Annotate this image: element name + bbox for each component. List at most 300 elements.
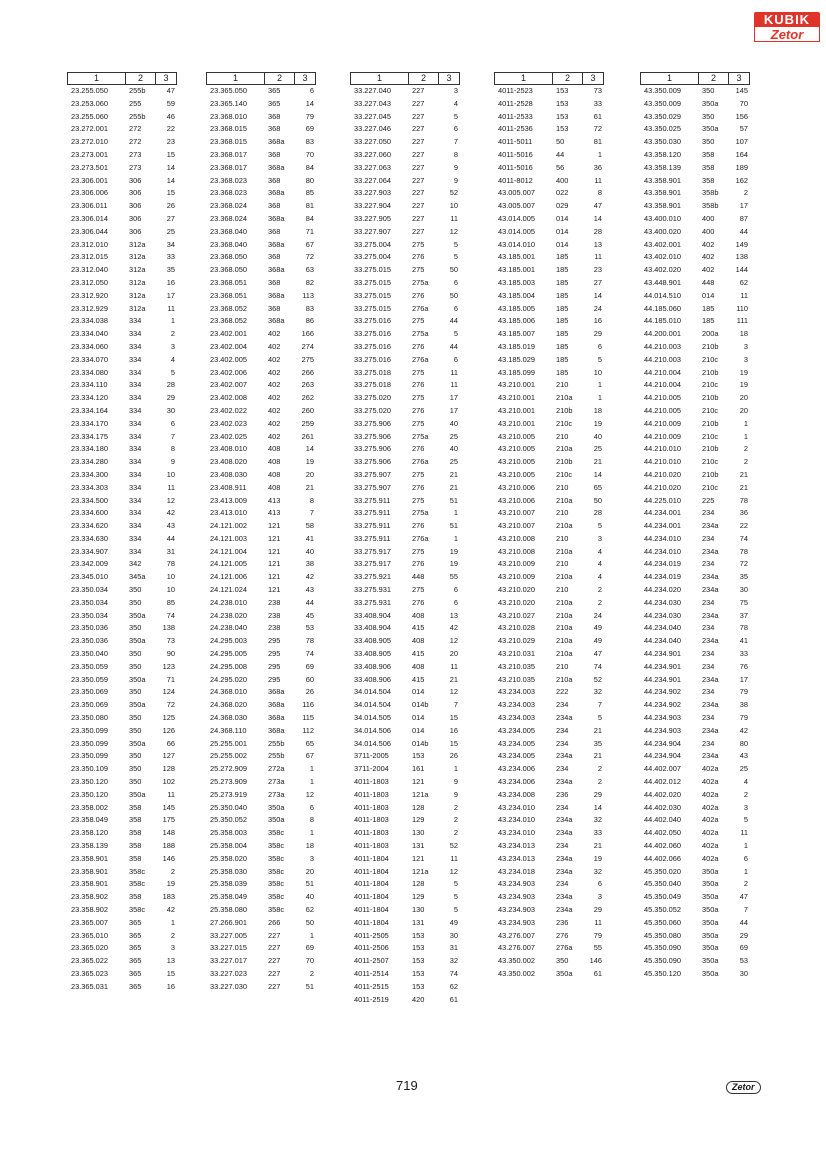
table-row (67, 776, 177, 789)
drawing-ref: 210a (556, 572, 573, 582)
drawing-ref: 210b (702, 367, 719, 377)
part-number: 44.402.060 (644, 841, 681, 851)
table-row (206, 802, 316, 815)
table-row (350, 149, 460, 162)
table-row (494, 111, 604, 124)
part-number: 23.350.069 (71, 700, 108, 710)
position-ref: 5 (453, 879, 458, 889)
part-number: 33.275.907 (354, 469, 391, 479)
part-number: 23.272.001 (71, 124, 108, 134)
position-ref: 128 (162, 764, 175, 774)
table-row (494, 315, 604, 328)
header-cell: 2 (408, 73, 438, 84)
position-ref: 69 (305, 661, 314, 671)
drawing-ref: 350 (129, 585, 142, 595)
drawing-ref: 368 (268, 277, 281, 287)
table-row (640, 392, 750, 405)
table-row (67, 571, 177, 584)
table-row (640, 200, 750, 213)
position-ref: 36 (593, 162, 602, 172)
part-number: 43.350.030 (644, 137, 681, 147)
position-ref: 3 (453, 86, 458, 95)
part-number: 33.275.906 (354, 431, 391, 441)
table-row (206, 776, 316, 789)
part-number: 33.227.050 (354, 137, 391, 147)
part-number: 44.234.904 (644, 738, 681, 748)
position-ref: 62 (305, 905, 314, 914)
part-number: 23.342.009 (71, 559, 108, 569)
part-number: 43.210.028 (498, 623, 535, 633)
position-ref: 32 (593, 687, 602, 697)
header-cell: 3 (728, 73, 750, 84)
drawing-ref: 350 (702, 111, 715, 121)
drawing-ref: 153 (412, 751, 425, 761)
part-number: 3711-2004 (354, 764, 389, 774)
table-row (206, 213, 316, 226)
position-ref: 33 (593, 98, 602, 108)
table-row (640, 85, 750, 98)
position-ref: 183 (162, 892, 175, 902)
drawing-ref: 402 (268, 380, 281, 390)
position-ref: 83 (305, 303, 314, 313)
table-row (350, 303, 460, 316)
part-number: 33.275.016 (354, 316, 391, 326)
position-ref: 14 (593, 802, 602, 812)
drawing-ref: 402 (268, 367, 281, 377)
position-ref: 2 (743, 789, 748, 799)
table-row (67, 367, 177, 380)
table-row (350, 597, 460, 610)
part-number: 23.365.050 (210, 86, 247, 95)
drawing-ref: 334 (129, 457, 142, 467)
part-number: 33.227.903 (354, 188, 391, 198)
part-number: 4011-1804 (354, 879, 389, 889)
position-ref: 78 (739, 495, 748, 505)
table-row (67, 853, 177, 866)
position-ref: 35 (739, 572, 748, 582)
drawing-ref: 234 (702, 738, 715, 748)
part-number: 43.210.001 (498, 393, 535, 403)
position-ref: 78 (739, 623, 748, 633)
drawing-ref: 368a (268, 213, 285, 223)
table-row (206, 379, 316, 392)
drawing-ref: 334 (129, 316, 142, 326)
drawing-ref: 350a (702, 866, 719, 876)
position-ref: 29 (593, 329, 602, 339)
position-ref: 69 (739, 943, 748, 953)
part-number: 44.234.001 (644, 508, 681, 518)
drawing-ref: 121 (268, 585, 281, 595)
part-number: 23.350.034 (71, 585, 108, 595)
drawing-ref: 413 (268, 495, 281, 505)
drawing-ref: 121 (268, 546, 281, 556)
position-ref: 7 (453, 700, 458, 710)
table-row (640, 789, 750, 802)
part-number: 23.334.300 (71, 469, 108, 479)
table-row (350, 85, 460, 98)
part-number: 23.312.010 (71, 239, 108, 249)
table-row (350, 290, 460, 303)
position-ref: 42 (166, 508, 175, 518)
drawing-ref: 121 (412, 853, 425, 863)
position-ref: 2 (597, 597, 602, 607)
table-row (494, 814, 604, 827)
drawing-ref: 334 (129, 431, 142, 441)
drawing-ref: 350a (268, 815, 285, 825)
table-row (206, 622, 316, 635)
part-number: 44.210.010 (644, 444, 681, 454)
part-number: 43.400.010 (644, 213, 681, 223)
part-number: 33.227.017 (210, 956, 247, 966)
part-number: 33.227.030 (210, 981, 247, 991)
table-row (350, 341, 460, 354)
position-ref: 55 (593, 943, 602, 953)
position-ref: 23 (593, 265, 602, 275)
drawing-ref: 350a (129, 700, 146, 710)
table-row (494, 123, 604, 136)
drawing-ref: 276 (556, 930, 569, 940)
drawing-ref: 350 (129, 649, 142, 659)
drawing-ref: 334 (129, 418, 142, 428)
position-ref: 149 (735, 239, 748, 249)
part-number: 43.210.001 (498, 380, 535, 390)
table-row (494, 571, 604, 584)
part-number: 23.365.140 (210, 98, 247, 108)
drawing-ref: 334 (129, 521, 142, 531)
drawing-ref: 312a (129, 290, 146, 300)
drawing-ref: 402 (702, 265, 715, 275)
part-number: 4011-1803 (354, 802, 389, 812)
position-ref: 16 (593, 316, 602, 326)
part-number: 43.234.010 (498, 828, 535, 838)
table-row (206, 392, 316, 405)
table-row (206, 277, 316, 290)
position-ref: 19 (449, 546, 458, 556)
table-row (67, 354, 177, 367)
position-ref: 52 (449, 841, 458, 851)
part-number: 24.368.110 (210, 725, 247, 735)
position-ref: 51 (305, 981, 314, 991)
table-row (494, 930, 604, 943)
kubik-zetor-logo (754, 12, 820, 42)
part-number: 43.210.008 (498, 533, 535, 543)
parts-column-5 (640, 72, 750, 981)
part-number: 4011-2519 (354, 994, 389, 1004)
part-number: 23.350.099 (71, 738, 108, 748)
position-ref: 2 (170, 329, 175, 339)
drawing-ref: 210 (556, 585, 569, 595)
part-number: 43.400.020 (644, 226, 681, 236)
part-number: 24.295.020 (210, 674, 247, 684)
table-row (206, 136, 316, 149)
part-number: 34.014.504 (354, 687, 391, 697)
position-ref: 145 (162, 802, 175, 812)
part-number: 44.210.009 (644, 418, 681, 428)
table-row (67, 251, 177, 264)
drawing-ref: 402 (268, 418, 281, 428)
table-row (350, 315, 460, 328)
part-number: 4011-2505 (354, 930, 389, 940)
drawing-ref: 408 (268, 469, 281, 479)
position-ref: 25 (449, 431, 458, 441)
position-ref: 49 (593, 623, 602, 633)
position-ref: 19 (449, 559, 458, 569)
part-number: 4011-5016 (498, 162, 533, 172)
table-row (350, 571, 460, 584)
position-ref: 79 (739, 713, 748, 723)
table-row (494, 622, 604, 635)
position-ref: 52 (449, 188, 458, 198)
table-row (206, 635, 316, 648)
table-row (640, 622, 750, 635)
table-row (67, 750, 177, 763)
position-ref: 52 (593, 674, 602, 684)
part-number: 43.210.005 (498, 469, 535, 479)
position-ref: 14 (593, 290, 602, 300)
part-number: 45.350.120 (644, 968, 681, 978)
part-number: 43.350.009 (644, 98, 681, 108)
part-number: 45.350.060 (644, 917, 681, 927)
table-row (206, 584, 316, 597)
position-ref: 7 (309, 508, 314, 518)
position-ref: 263 (301, 380, 314, 390)
part-number: 23.350.099 (71, 751, 108, 761)
drawing-ref: 275 (412, 393, 425, 403)
table-row (494, 802, 604, 815)
drawing-ref: 358c (268, 841, 285, 851)
position-ref: 40 (449, 418, 458, 428)
drawing-ref: 368a (268, 188, 285, 198)
drawing-ref: 014 (702, 290, 715, 300)
drawing-ref: 234 (702, 649, 715, 659)
drawing-ref: 368 (268, 124, 281, 134)
table-row (206, 456, 316, 469)
part-number: 23.402.006 (210, 367, 247, 377)
position-ref: 14 (305, 444, 314, 454)
part-number: 43.358.901 (644, 201, 681, 211)
position-ref: 57 (739, 124, 748, 134)
table-row (494, 226, 604, 239)
part-number: 23.350.120 (71, 789, 108, 799)
table-row (206, 955, 316, 968)
drawing-ref: 210c (702, 457, 719, 467)
position-ref: 8 (597, 188, 602, 198)
position-ref: 76 (739, 661, 748, 671)
position-ref: 29 (593, 789, 602, 799)
position-ref: 7 (597, 700, 602, 710)
part-number: 23.368.050 (210, 252, 247, 262)
part-number: 44.225.010 (644, 495, 681, 505)
position-ref: 3 (170, 341, 175, 351)
part-number: 4011-1803 (354, 841, 389, 851)
position-ref: 21 (305, 482, 314, 492)
part-number: 33.275.004 (354, 252, 391, 262)
drawing-ref: 368 (268, 201, 281, 211)
part-number: 23.334.600 (71, 508, 108, 518)
table-row (640, 482, 750, 495)
table-row (67, 648, 177, 661)
drawing-ref: 350a (702, 968, 719, 978)
position-ref: 126 (162, 725, 175, 735)
part-number: 45.350.049 (644, 892, 681, 902)
position-ref: 79 (593, 930, 602, 940)
drawing-ref: 210c (702, 354, 719, 364)
drawing-ref: 295 (268, 649, 281, 659)
drawing-ref: 255b (129, 111, 146, 121)
header-cell: 1 (494, 73, 552, 84)
position-ref: 15 (449, 713, 458, 723)
position-ref: 21 (593, 725, 602, 735)
table-row (350, 725, 460, 738)
position-ref: 4 (170, 354, 175, 364)
part-number: 23.334.038 (71, 316, 108, 326)
part-number: 4011-1804 (354, 853, 389, 863)
drawing-ref: 276 (412, 597, 425, 607)
drawing-ref: 350a (702, 956, 719, 966)
position-ref: 44 (166, 533, 175, 543)
position-ref: 44 (739, 917, 748, 927)
drawing-ref: 185 (556, 354, 569, 364)
table-row (67, 175, 177, 188)
drawing-ref: 368a (268, 713, 285, 723)
table-row (494, 584, 604, 597)
position-ref: 42 (739, 725, 748, 735)
drawing-ref: 210c (702, 482, 719, 492)
position-ref: 73 (593, 86, 602, 95)
part-number: 23.368.051 (210, 290, 247, 300)
position-ref: 7 (170, 431, 175, 441)
drawing-ref: 365 (268, 98, 281, 108)
table-row (640, 431, 750, 444)
part-number: 44.210.004 (644, 380, 681, 390)
table-row (67, 635, 177, 648)
position-ref: 2 (597, 764, 602, 774)
table-row (206, 840, 316, 853)
position-ref: 1 (170, 917, 175, 927)
table-row (350, 712, 460, 725)
drawing-ref: 402 (268, 405, 281, 415)
part-number: 45.350.052 (644, 905, 681, 914)
table-row (640, 303, 750, 316)
part-number: 43.210.001 (498, 405, 535, 415)
table-row (206, 878, 316, 891)
part-number: 43.185.029 (498, 354, 535, 364)
page-number: 719 (396, 1078, 418, 1093)
table-row (494, 239, 604, 252)
position-ref: 72 (739, 559, 748, 569)
part-number: 23.334.040 (71, 329, 108, 339)
position-ref: 46 (166, 111, 175, 121)
position-ref: 5 (453, 892, 458, 902)
part-number: 43.210.009 (498, 572, 535, 582)
footer-zetor-logo: Zetor (726, 1081, 761, 1094)
position-ref: 10 (166, 572, 175, 582)
drawing-ref: 350 (129, 777, 142, 787)
position-ref: 112 (302, 725, 314, 735)
part-number: 43.358.139 (644, 162, 681, 172)
drawing-ref: 402a (702, 802, 719, 812)
table-row (640, 315, 750, 328)
position-ref: 6 (453, 277, 458, 287)
drawing-ref: 234a (702, 610, 719, 620)
table-row (67, 533, 177, 546)
drawing-ref: 153 (556, 98, 569, 108)
part-number: 4011-1804 (354, 892, 389, 902)
part-number: 23.334.620 (71, 521, 108, 531)
part-number: 23.350.036 (71, 636, 108, 646)
table-row (67, 507, 177, 520)
part-number: 23.334.630 (71, 533, 108, 543)
part-number: 43.448.901 (644, 277, 681, 287)
position-ref: 1 (743, 841, 748, 851)
position-ref: 61 (449, 994, 458, 1004)
drawing-ref: 420 (412, 994, 425, 1004)
table-row (67, 277, 177, 290)
position-ref: 2 (597, 585, 602, 595)
part-number: 25.358.004 (210, 841, 247, 851)
position-ref: 65 (593, 482, 602, 492)
part-number: 23.350.059 (71, 674, 108, 684)
part-number: 4011-5011 (498, 137, 533, 147)
drawing-ref: 276a (412, 457, 429, 467)
position-ref: 53 (739, 956, 748, 966)
parts-column-4 (494, 72, 604, 981)
drawing-ref: 222 (556, 687, 569, 697)
part-number: 23.334.180 (71, 444, 108, 454)
drawing-ref: 234a (702, 546, 719, 556)
position-ref: 11 (740, 290, 748, 300)
position-ref: 1 (453, 533, 458, 543)
table-row (67, 303, 177, 316)
part-number: 23.368.015 (210, 137, 247, 147)
drawing-ref: 402a (702, 777, 719, 787)
drawing-ref: 273 (129, 149, 142, 159)
table-row (206, 495, 316, 508)
part-number: 23.255.050 (71, 86, 108, 95)
position-ref: 4 (597, 559, 602, 569)
part-number: 43.358.901 (644, 188, 681, 198)
drawing-ref: 358c (268, 905, 285, 914)
part-number: 44.402.066 (644, 853, 681, 863)
drawing-ref: 368 (268, 175, 281, 185)
part-number: 45.350.090 (644, 956, 681, 966)
table-row (640, 814, 750, 827)
table-row (206, 814, 316, 827)
drawing-ref: 185 (556, 265, 569, 275)
drawing-ref: 400 (702, 213, 715, 223)
position-ref: 145 (735, 86, 748, 95)
part-number: 23.368.017 (210, 162, 247, 172)
table-row (206, 674, 316, 687)
table-row (206, 827, 316, 840)
drawing-ref: 350a (129, 610, 146, 620)
table-row (494, 891, 604, 904)
table-row (206, 123, 316, 136)
drawing-ref: 56 (556, 162, 565, 172)
table-row (640, 149, 750, 162)
table-row (206, 443, 316, 456)
part-number: 24.121.003 (210, 533, 247, 543)
table-row (640, 520, 750, 533)
table-row (494, 520, 604, 533)
part-number: 33.227.063 (354, 162, 391, 172)
table-row (350, 686, 460, 699)
logo-kubik-text: KUBIK (754, 12, 820, 27)
part-number: 43.210.035 (498, 674, 535, 684)
part-number: 25.358.003 (210, 828, 247, 838)
table-row (494, 149, 604, 162)
part-number: 23.272.010 (71, 137, 108, 147)
